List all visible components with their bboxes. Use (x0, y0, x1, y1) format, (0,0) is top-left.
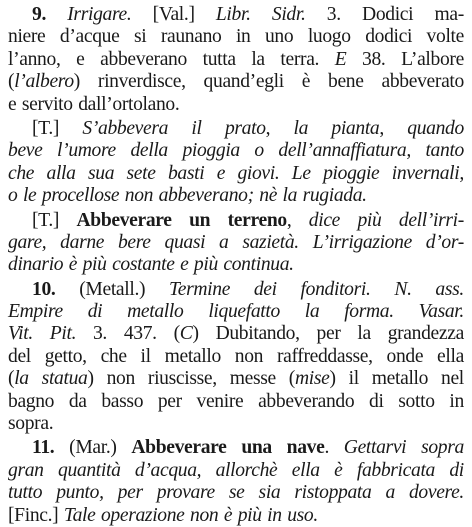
word: dei (253, 278, 277, 300)
word: che (8, 162, 35, 184)
word: d’or- (425, 231, 464, 253)
word: grandezza (387, 323, 464, 345)
word: Tale (63, 504, 96, 526)
word: sete (126, 162, 156, 184)
word: in (235, 26, 251, 48)
word: la (357, 323, 371, 345)
word: rugiada. (302, 185, 367, 207)
word: bagno (8, 390, 55, 412)
word: forma. (344, 301, 394, 323)
word: giovi. (237, 162, 280, 184)
word: metallo (164, 345, 221, 367)
word: d’acqua, (134, 459, 202, 481)
word: e (76, 48, 85, 70)
word: basti (167, 162, 205, 184)
text-line (8, 460, 464, 482)
word: operazione (100, 504, 185, 526)
word: la (293, 117, 309, 139)
word: quand’egli (203, 71, 284, 93)
word: bene (328, 71, 364, 93)
word: a (385, 482, 395, 504)
word: ass. (435, 278, 464, 300)
word: 3. (326, 4, 341, 25)
word: abbeverano (100, 48, 187, 70)
entry-9-irrigare-note-prato (8, 118, 464, 208)
text-line (8, 71, 464, 93)
word: terreno, (227, 209, 292, 231)
word: le (22, 185, 37, 207)
text-line (8, 118, 464, 140)
word: Libr. (215, 4, 251, 25)
word: sua (87, 162, 115, 184)
word: 10. (32, 278, 56, 300)
word: Pit. (49, 323, 77, 345)
word: è (301, 71, 311, 93)
word: dall’ortolano. (78, 93, 180, 115)
word: dinario (8, 254, 64, 276)
word: non (190, 504, 219, 526)
word: il (140, 345, 151, 367)
word: è (334, 459, 343, 481)
text-line (8, 482, 464, 504)
word: Irrigare. (67, 4, 132, 25)
word: un (189, 209, 211, 231)
word: riuscisse, (147, 368, 217, 390)
word: gare, (8, 231, 47, 253)
word: da (68, 390, 87, 412)
word: raunano (160, 26, 222, 48)
text-line (8, 346, 464, 368)
word: raffreddasse, (276, 345, 373, 367)
word: (C) (173, 323, 199, 345)
word: liquefatto (208, 301, 280, 323)
word: punto, (56, 482, 104, 504)
text-line (8, 185, 464, 207)
entry-9-irrigare-note-terreno (8, 210, 464, 277)
word: la (282, 185, 298, 207)
word: ma- (434, 4, 464, 25)
word: servito (21, 93, 73, 115)
word: dovere. (408, 482, 464, 504)
word: d’acque (59, 26, 120, 48)
word: nel (441, 368, 464, 390)
word: per (117, 482, 143, 504)
text-line (8, 279, 464, 301)
text-line (8, 301, 464, 323)
word: niere (8, 26, 46, 48)
word: Le (291, 162, 311, 184)
text-line (8, 437, 464, 459)
text-line (8, 140, 464, 162)
word: dice (308, 209, 341, 231)
word: Termine (169, 278, 231, 300)
word: nave. (286, 437, 329, 459)
word: invernali, (391, 162, 464, 184)
text-line (8, 4, 464, 26)
word: tutto (8, 482, 43, 504)
word: del (8, 345, 31, 367)
word: prato, (224, 117, 271, 139)
word: non (124, 185, 154, 207)
word: bere (117, 231, 151, 253)
text-line (8, 254, 464, 276)
word: provare (156, 482, 215, 504)
word: dell’annaffiatura, (278, 140, 411, 162)
word: la (304, 301, 320, 323)
word: dodici (365, 26, 413, 48)
word: Empire (8, 301, 63, 323)
word: tanto (425, 140, 464, 162)
word: messe (229, 368, 276, 390)
word: non (106, 368, 135, 390)
word: più (193, 254, 218, 276)
word: ella (437, 345, 464, 367)
word: allorchè (215, 459, 278, 481)
word: più (237, 504, 262, 526)
word: quando (407, 117, 464, 139)
word: [Val.] (152, 4, 195, 25)
text-line (8, 505, 464, 527)
word: beve (8, 140, 43, 162)
word: non (234, 345, 264, 367)
word: il (348, 368, 359, 390)
word: ella (291, 459, 320, 481)
word: fonditori. (300, 278, 371, 300)
text-line (8, 323, 464, 345)
word: in (449, 390, 464, 412)
text-line (8, 368, 464, 390)
word: tutta (202, 48, 236, 70)
word: 38. (362, 48, 386, 70)
word: 11. (32, 437, 55, 459)
word: uno (264, 26, 294, 48)
text-line (8, 94, 464, 116)
word: e (180, 254, 189, 276)
word: quasi (164, 231, 206, 253)
word: venire (196, 390, 244, 412)
word: l’anno, (8, 48, 61, 70)
word: o (254, 140, 264, 162)
word: [T.] (32, 117, 60, 139)
text-line (8, 210, 464, 232)
text-line (8, 49, 464, 71)
word: pioggie (323, 162, 380, 184)
word: per (316, 323, 341, 345)
word: 437. (123, 323, 157, 345)
word: L’irrigazione (312, 231, 412, 253)
word: costante (112, 254, 175, 276)
word: (Mar.) (69, 437, 117, 459)
entry-10-metall (8, 279, 464, 436)
word: il (191, 117, 202, 139)
word: per (157, 390, 182, 412)
word: [Finc.] (8, 504, 59, 526)
word: si (133, 26, 147, 48)
word: (Metall.) (79, 278, 146, 300)
word: sopra. (8, 413, 54, 435)
word: di (369, 390, 384, 412)
word: (mise) (288, 368, 336, 390)
word: dell’irri- (398, 209, 464, 231)
word: o (8, 185, 18, 207)
word: quantità (58, 459, 121, 481)
word: Dodici (362, 4, 414, 25)
word: se (228, 482, 245, 504)
word: sazietà. (242, 231, 299, 253)
word: 3. (92, 323, 107, 345)
word: (l’albero) (8, 71, 80, 93)
word: Vasar. (418, 301, 464, 323)
word: sotto (398, 390, 435, 412)
word: luogo (307, 26, 351, 48)
word: nè (259, 185, 278, 207)
word: Sidr. (271, 4, 306, 25)
word: che (100, 345, 127, 367)
word: Abbeverare (76, 209, 172, 231)
word: Abbeverare (131, 437, 227, 459)
word: metallo (127, 301, 184, 323)
word: darne (60, 231, 105, 253)
word: la (251, 48, 265, 70)
word: è (223, 504, 233, 526)
word: una (241, 437, 272, 459)
text-line (8, 391, 464, 413)
word: di (449, 459, 464, 481)
word: a (219, 231, 229, 253)
word: Vit. (8, 323, 33, 345)
word: volte (426, 26, 464, 48)
entry-11-mar (8, 437, 464, 527)
word: N. (394, 278, 412, 300)
word: sia (258, 482, 281, 504)
word: e (8, 93, 17, 115)
word: l’umore (57, 140, 116, 162)
word: pioggia (182, 140, 240, 162)
text-line (8, 232, 464, 254)
word: è (68, 254, 78, 276)
word: procellose (41, 185, 120, 207)
entry-9-irrigare (8, 4, 464, 116)
word: metallo (371, 368, 429, 390)
word: 9. (32, 4, 46, 25)
word: pianta, (331, 117, 384, 139)
word: della (130, 140, 168, 162)
word: continua. (223, 254, 294, 276)
word: abbeverando (258, 390, 355, 412)
word: S’abbevera (82, 117, 169, 139)
word: alla (46, 162, 76, 184)
word: statua) (41, 368, 94, 390)
word: ristoppata (294, 482, 372, 504)
word: in (267, 504, 282, 526)
word: (la (8, 368, 29, 390)
word: Dubitando, (215, 323, 300, 345)
text-line (8, 413, 464, 435)
word: di (87, 301, 103, 323)
word: più (357, 209, 382, 231)
word: Gettarvi (343, 437, 407, 459)
word: abbeverano; (158, 185, 254, 207)
word: più (82, 254, 107, 276)
word: rinverdisce, (97, 71, 186, 93)
word: uso. (287, 504, 318, 526)
word: terra. (280, 48, 320, 70)
word: basso (101, 390, 144, 412)
word: gran (8, 459, 44, 481)
text-line (8, 26, 464, 48)
word: getto, (44, 345, 87, 367)
word: E (334, 48, 347, 70)
word: abbeverato (381, 71, 464, 93)
word: onde (386, 345, 424, 367)
word: fabbricata (356, 459, 435, 481)
word: sopra (421, 437, 464, 459)
text-line (8, 163, 464, 185)
word: L’albore (401, 48, 464, 70)
word: e (216, 162, 226, 184)
word: [T.] (32, 209, 60, 231)
